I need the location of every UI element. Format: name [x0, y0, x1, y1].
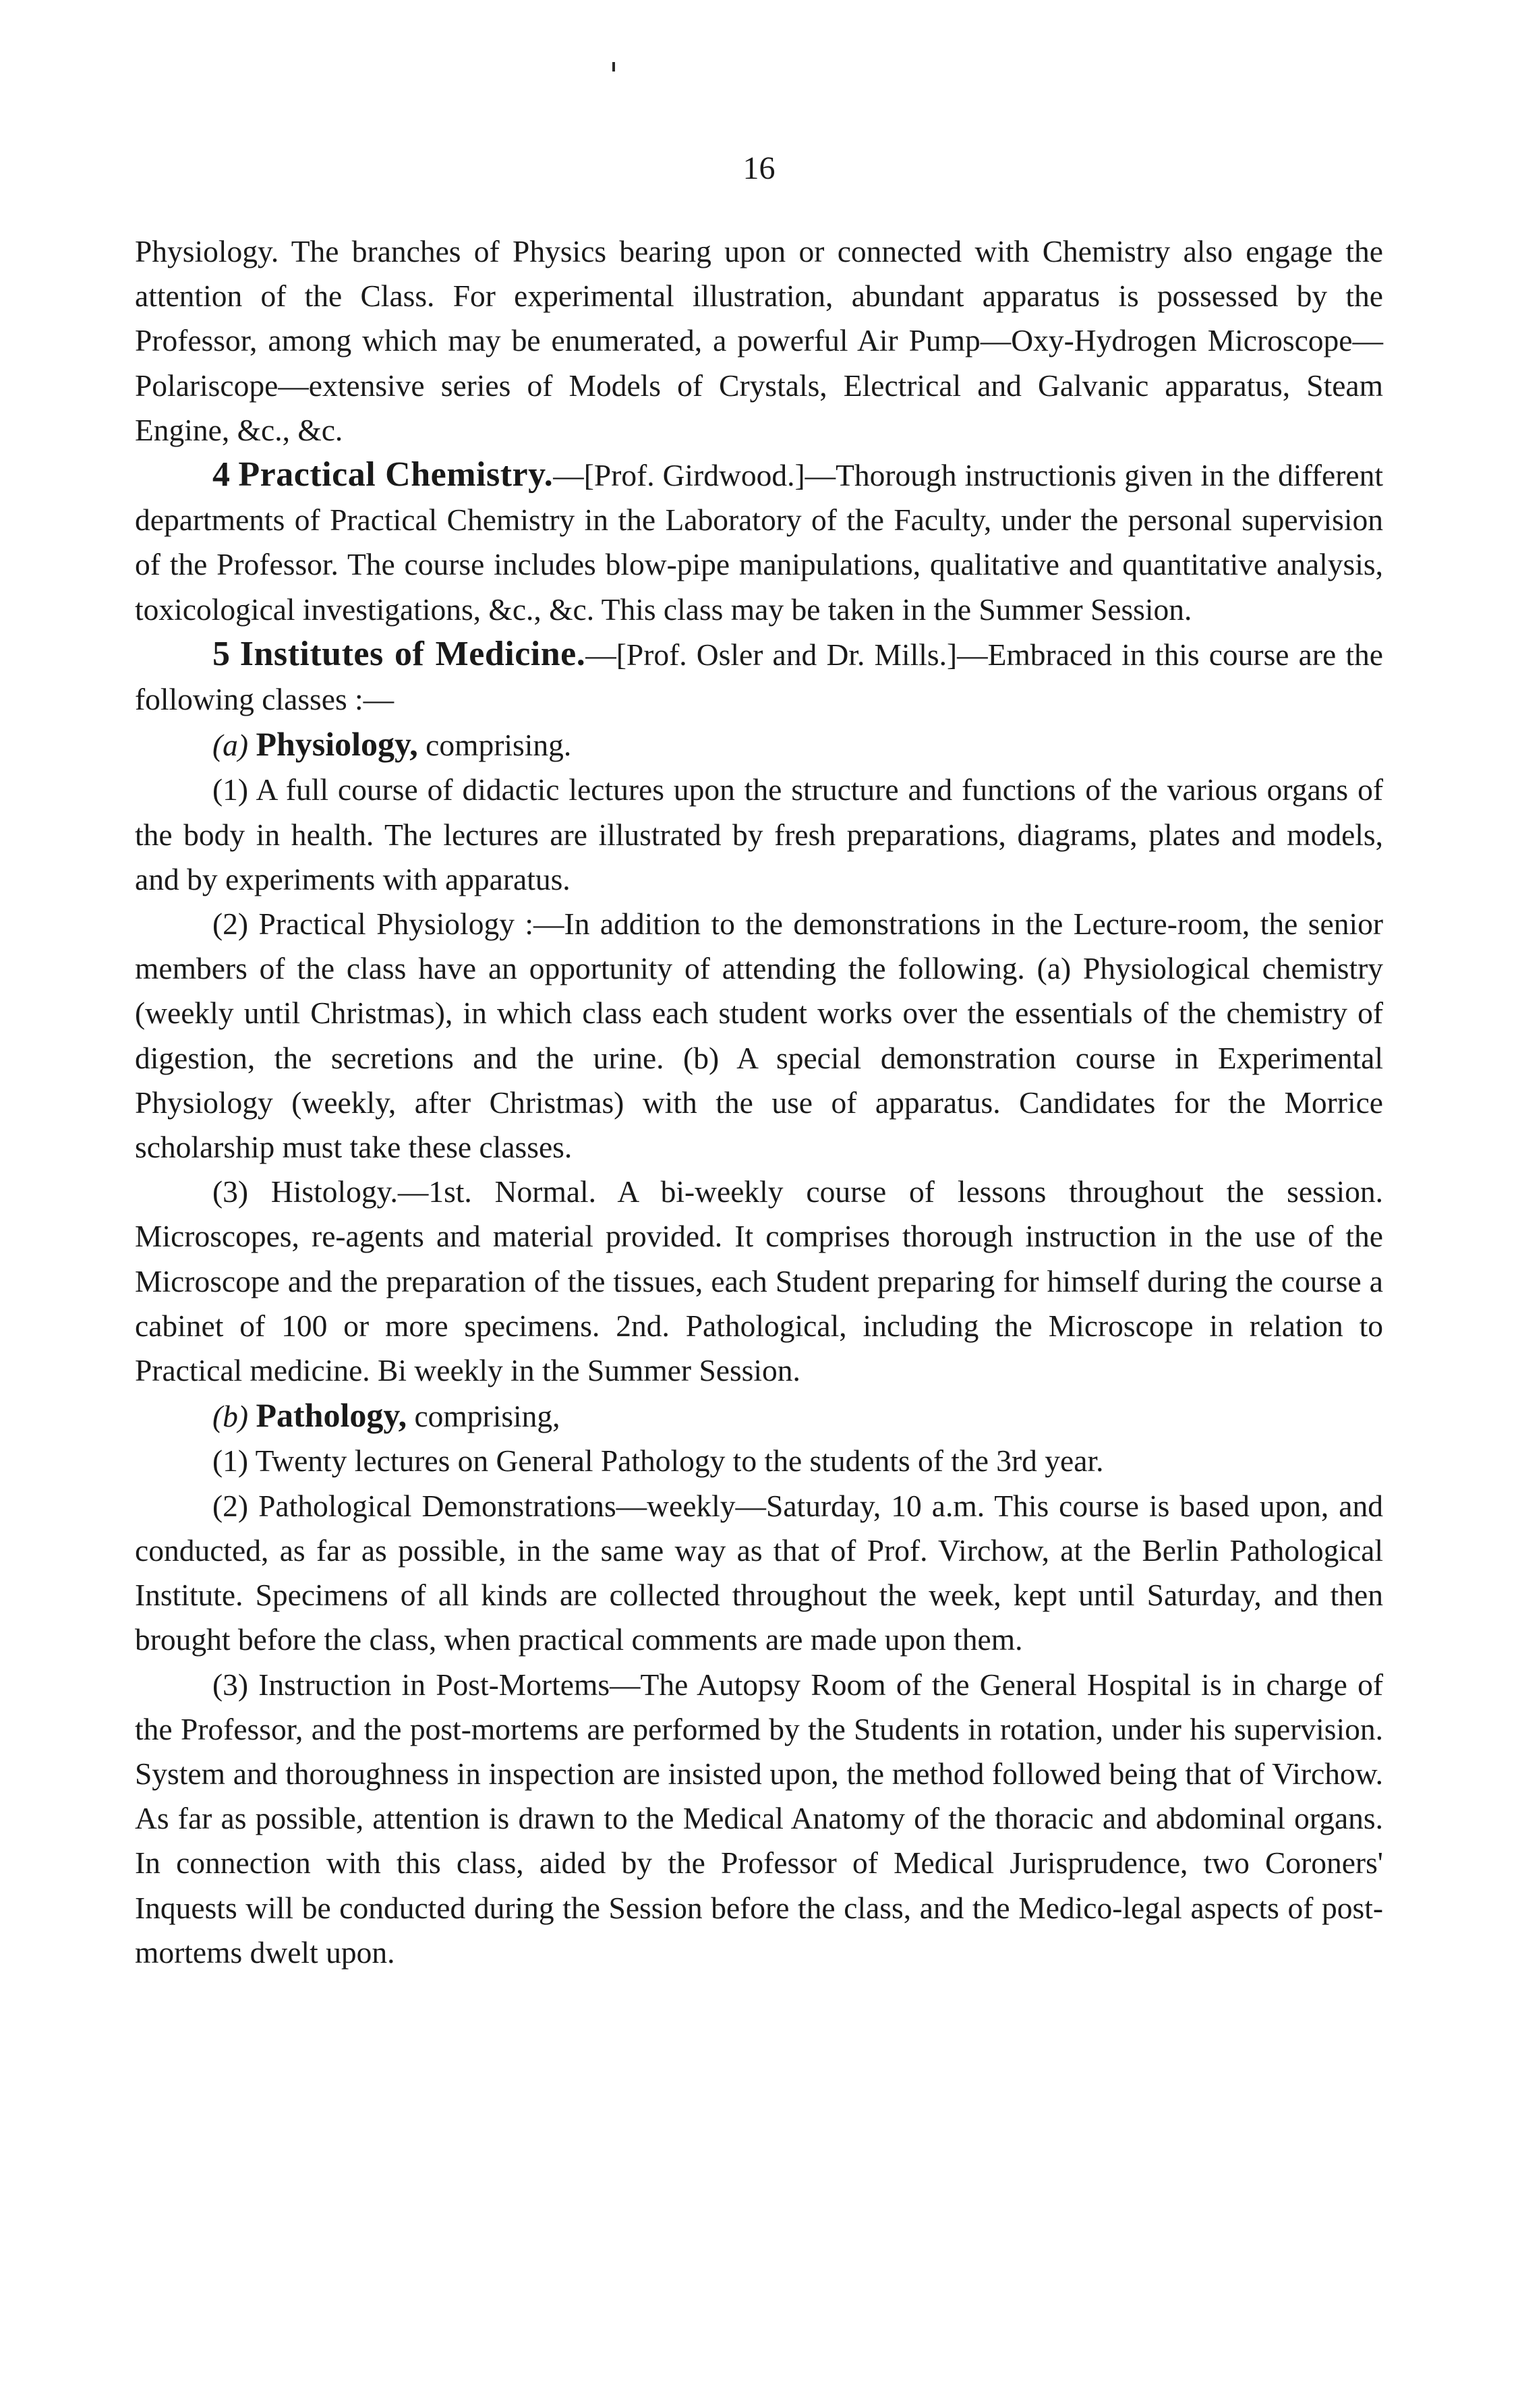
- section-text: —[Prof. Girdwood.]—Thorough instructionis given in the different departments of Practical Chemistry in the Laboratory of the Faculty, under the personal supervision of the Professor. The course includes blow-pipe manipulations, qualitative and quantitative analysis, toxicological investigations, &c., &c. This class may be taken in the Summer Session.: [135, 458, 1383, 627]
- document-page: [135, 0, 1383, 2408]
- paragraph-physics-intro: Physiology. The branches of Physics bearing upon or connected with Chemistry also engage the attention of the Class. For experimental illustration, abundant apparatus is possessed by the Professor, among which may be enumerated, a powerful Air Pump—Oxy-Hydrogen Microscope—Polariscope—extensive series of Models of Crystals, Electrical and Galvanic apparatus, Steam Engine, &c., &c.: [135, 234, 1383, 447]
- section-number: 5: [212, 634, 231, 673]
- paragraph-practical-chemistry: [135, 453, 1383, 632]
- paragraph-didactic-lectures: (1) A full course of didactic lectures upon the structure and functions of the various organs of the body in health. The lectures are illustrated by fresh preparations, diagrams, plates and models, and by experiments with apparatus.: [135, 772, 1383, 896]
- subsection-heading-physiology: Physiology,: [256, 725, 418, 764]
- print-mark: [612, 62, 615, 71]
- body-text: [135, 229, 1383, 1975]
- subsection-heading-pathology: Pathology,: [256, 1396, 407, 1435]
- paragraph-institutes-of-medicine: [135, 632, 1383, 722]
- section-heading-practical-chemistry: Practical Chemistry.: [238, 455, 554, 494]
- subsection-letter: (a): [212, 728, 249, 763]
- page-number: 16: [742, 150, 776, 186]
- paragraph-physiology-heading: [135, 722, 1383, 768]
- paragraph-practical-physiology: (2) Practical Physiology :—In addition to the demonstrations in the Lecture-room, the senior members of the class have an opportunity of attending the following. (a) Physiological chemistry (weekly until Christmas), in which class each student works over the essentials of the chemistry of digestion, the secretions and the urine. (b) A special demonstration course in Experimental Physiology (weekly, after Christmas) with the use of apparatus. Candidates for the Morrice scholarship must take these classes.: [135, 907, 1383, 1165]
- section-number: 4: [212, 455, 231, 494]
- subsection-text: comprising,: [414, 1399, 560, 1434]
- paragraph-histology: (3) Histology.—1st. Normal. A bi-weekly course of lessons throughout the session. Microscopes, re-agents and material provided. It comprises thorough instruction in the use of the Microscope and the preparation of the tissues, each Student preparing for himself during the course a cabinet of 100 or more specimens. 2nd. Pathological, including the Microscope in relation to Practical medicine. Bi weekly in the Summer Session.: [135, 1174, 1383, 1388]
- paragraph-post-mortems: (3) Instruction in Post-Mortems—The Autopsy Room of the General Hospital is in charge of the Professor, and the post-mortems are performed by the Students in rotation, under his supervision. System and thoroughness in inspection are insisted upon, the method followed being that of Virchow. As far as possible, attention is drawn to the Medical Anatomy of the thoracic and abdominal organs. In connection with this class, aided by the Professor of Medical Jurisprudence, two Coroners' Inquests will be conducted during the Session before the class, and the Medico-legal aspects of post-mortems dwelt upon.: [135, 1667, 1383, 1970]
- paragraph-pathological-demonstrations: (2) Pathological Demonstrations—weekly—Saturday, 10 a.m. This course is based upon, and conducted, as far as possible, in the same way as that of Prof. Virchow, at the Berlin Pathological Institute. Specimens of all kinds are collected throughout the week, kept until Saturday, and then brought before the class, when practical comments are made upon them.: [135, 1488, 1383, 1657]
- section-text: —[Prof. Osler and Dr. Mills.]—Embraced in this course are the following classes :—: [135, 637, 1383, 717]
- subsection-letter: (b): [212, 1399, 249, 1434]
- subsection-text: comprising.: [426, 728, 572, 763]
- paragraph-general-pathology: (1) Twenty lectures on General Pathology to the students of the 3rd year.: [212, 1443, 1104, 1479]
- section-heading-institutes-of-medicine: Institutes of Medicine.: [239, 634, 586, 673]
- paragraph-pathology-heading: [135, 1393, 1383, 1439]
